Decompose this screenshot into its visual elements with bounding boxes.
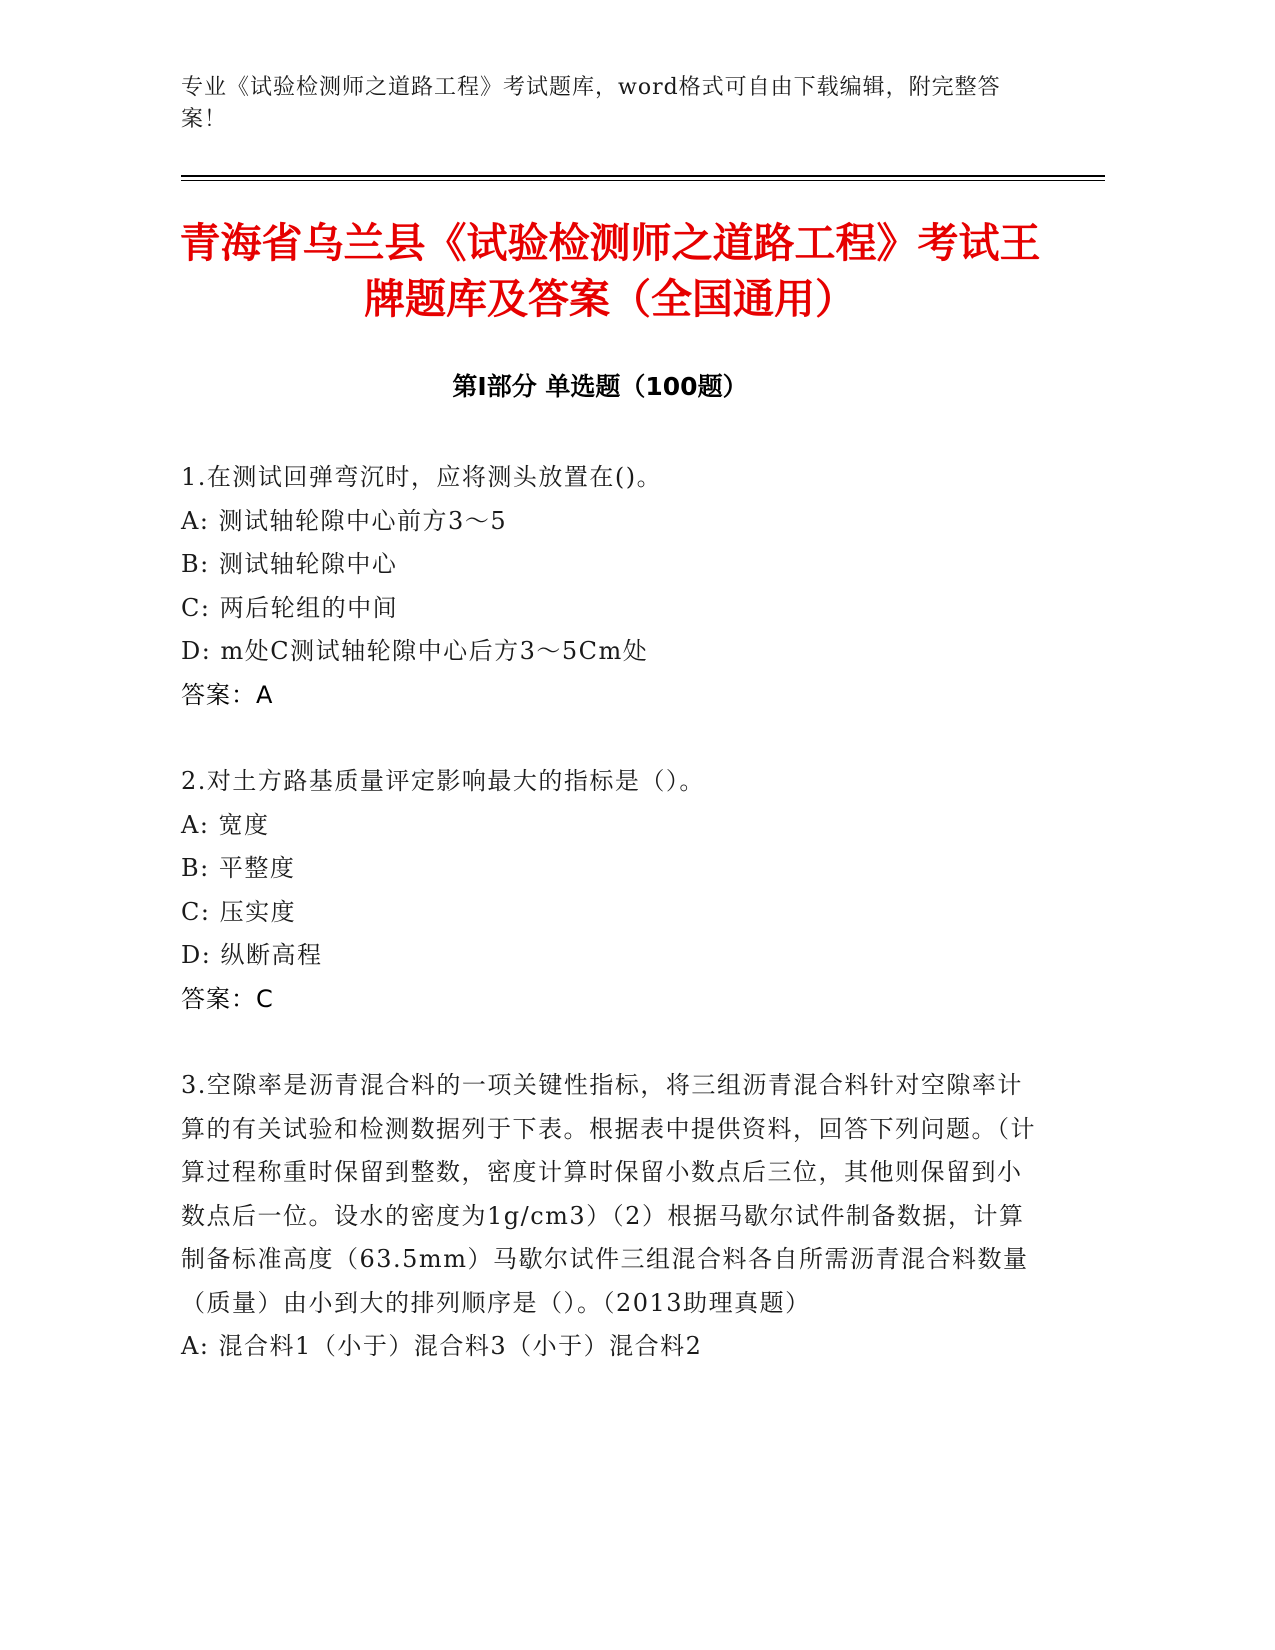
option-c: C: 两后轮组的中间 — [181, 593, 399, 622]
option-a: A: 混合料1（小于）混合料3（小于）混合料2 — [181, 1332, 703, 1360]
option-d: D: m处C测试轴轮隙中心后方3～5Cm处 — [181, 637, 649, 665]
question-1 — [181, 456, 1041, 717]
question-list — [181, 456, 1041, 1412]
question-3 — [181, 1064, 1041, 1369]
option-b: B: 平整度 — [181, 854, 296, 882]
question-2 — [181, 760, 1041, 1021]
question-stem: 3.空隙率是沥青混合料的一项关键性指标，将三组沥青混合料针对空隙率计算的有关试验和检测数据列于下表。根据表中提供资料，回答下列问题。（计算过程称重时保留到整数，密度计算时保留小数点后三位，其他则保留到小数点后一位。设水的密度为1g/cm3）（2）根据马歇尔试件制备数据，计算制备标准高度（63.5mm）马歇尔试件三组混合料各自所需沥青混合料数量（质量）由小到大的排列顺序是（）。（2013助理真题） — [181, 1071, 1036, 1317]
header-divider-thin — [181, 180, 1105, 181]
option-a: A: 测试轴轮隙中心前方3～5 — [181, 506, 508, 535]
header-note: 专业《试验检测师之道路工程》考试题库，word格式可自由下载编辑，附完整答案！ — [181, 75, 1001, 132]
question-stem: 2.对土方路基质量评定影响最大的指标是（）。 — [181, 767, 705, 795]
option-d: D: 纵断高程 — [181, 941, 323, 969]
answer: 答案：A — [181, 680, 274, 709]
section-heading: 第Ⅰ部分 单选题（100题） — [452, 372, 748, 401]
header-divider-thick — [181, 175, 1105, 177]
answer: 答案：C — [181, 984, 274, 1013]
question-stem: 1.在测试回弹弯沉时，应将测头放置在()。 — [181, 463, 663, 491]
option-a: A: 宽度 — [181, 810, 270, 839]
option-c: C: 压实度 — [181, 897, 297, 926]
document-title: 青海省乌兰县《试验检测师之道路工程》考试王牌题库及答案（全国通用） — [179, 219, 1041, 323]
option-b: B: 测试轴轮隙中心 — [181, 550, 398, 578]
